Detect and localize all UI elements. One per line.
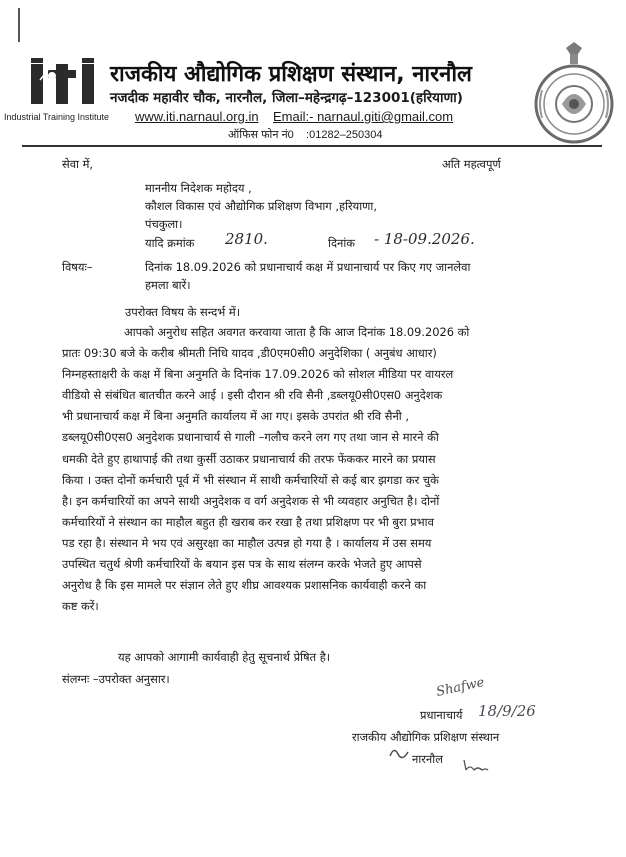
body-line: भी प्रधानाचार्य कक्ष में बिना अनुमति कार्यालय में आ गए। इसके उपरांत श्री रवि सैनी , — [62, 409, 409, 424]
body-line: अनुरोध है कि इस मामले पर संज्ञान लेते हुए शीघ्र आवश्यक प्रशासनिक कार्यवाही करने का — [62, 578, 427, 593]
handwritten-initial-icon — [462, 756, 490, 774]
body-line: पड रहा है। संस्थान मे भय एवं असुरक्षा का माहौल उत्पन्न हो गया है । कार्यालय में उस समय — [62, 535, 432, 550]
enclosure-line: संलग्नः –उपरोक्त अनुसार। — [62, 672, 170, 686]
priority-label: अति महत्वपूर्ण — [442, 157, 501, 171]
initial-mark-icon — [388, 744, 414, 760]
sign-place: नारनौल — [412, 752, 443, 766]
signature-date: 18/9/26 — [478, 702, 536, 720]
body-line: उपस्थित चतुर्थ श्रेणी कर्मचारियों के बयान इस पत्र के साथ संलग्न करके भेजते हुए आपसे — [62, 557, 422, 572]
phone-label: ऑफिस फोन नं0 — [228, 129, 294, 141]
reference-line: उपरोक्त विषय के सन्दर्भ में। — [125, 305, 241, 319]
subject-label: विषयः– — [62, 260, 93, 274]
email-link[interactable]: Email:- narnaul.giti@gmail.com — [273, 109, 454, 124]
contact-line — [135, 109, 453, 124]
body-line: कर्मचारियों ने संस्थान का माहौल बहुत ही खराब कर रखा है तथा प्रशिक्षण पर भी बुरा प्रभाव — [62, 514, 434, 529]
logo-caption: Industrial Training Institute — [4, 112, 110, 122]
body-line: निम्नहस्ताक्षरी के कक्ष में बिना अनुमति के दिनांक 17.09.2026 को सोशल मीडिया पर वायरल — [62, 367, 454, 382]
phone-line — [228, 127, 383, 142]
subject-line-2: हमला बारें। — [145, 278, 191, 292]
institute-address: नजदीक महावीर चौक, नारनौल, जिला–महेन्द्रगढ़–123001(हरियाणा) — [110, 90, 463, 106]
government-seal-icon — [528, 40, 620, 150]
recipient-line-1: माननीय निदेशक महोदय , — [145, 181, 252, 195]
website-link[interactable]: www.iti.narnaul.org.in — [135, 109, 259, 124]
date-label: दिनांक — [328, 236, 356, 250]
body-line: वीडियो से संबंधित बातचीत करने आई । इसी दौरान श्री रवि सैनी ,डब्लयू0सी0एस0 अनुदेशक — [62, 388, 443, 403]
body-line: आपको अनुरोध सहित अवगत करवाया जाता है कि आज दिनांक 18.09.2026 को — [124, 325, 470, 339]
margin-mark — [18, 8, 20, 42]
sign-institute: राजकीय औद्योगिक प्रशिक्षण संस्थान — [352, 730, 500, 744]
institute-title: राजकीय औद्योगिक प्रशिक्षण संस्थान, नारनौल — [110, 62, 472, 87]
signature-scribble: Shafwe — [434, 675, 486, 700]
phone-number: :01282–250304 — [306, 129, 383, 141]
iti-logo-icon — [28, 58, 110, 108]
body-line: किया । उक्त दोनों कर्मचारी पूर्व में भी संस्थान में साथी कर्मचारियों से कई बार झगडा कर चुके — [62, 472, 439, 487]
reference-number: 2810. — [225, 230, 268, 248]
sign-designation: प्रधानाचार्य — [420, 708, 463, 722]
recipient-line-3: पंचकुला। — [145, 217, 183, 231]
subject-line-1: दिनांक 18.09.2026 को प्रधानाचार्य कक्ष में प्रधानाचार्य पर किए गए जानलेवा — [145, 260, 471, 274]
letter-body — [62, 322, 568, 617]
body-line: धमकी देते हुए हाथापाई की तथा कुर्सी उठाकर प्रधानाचार्य की तरफ फेंककर मारने का प्रयास — [62, 451, 436, 466]
service-to: सेवा में, — [62, 157, 94, 171]
header-divider — [22, 145, 602, 147]
body-line: है। इन कर्मचारियों का अपने साथी अनुदेशक व वर्ग अनुदेशक से भी व्यवहार अनुचित है। दोनों — [62, 493, 440, 508]
date-value: - 18-09.2026. — [374, 230, 475, 248]
recipient-line-2: कौशल विकास एवं औद्योगिक प्रशिक्षण विभाग ,हरियाणा, — [145, 199, 377, 213]
reference-label: यादि क्रमांक — [145, 236, 195, 250]
body-line: प्रातः 09:30 बजे के करीब श्रीमती निधि यादव ,डी0एम0सी0 अनुदेशिका ( अनुबंध आधार) — [62, 346, 437, 361]
closing-line: यह आपको आगामी कार्यवाही हेतु सूचनार्थ प्रेषित है। — [118, 650, 331, 664]
body-line: डब्लयू0सी0एस0 अनुदेशक प्रधानाचार्य से गाली –गलौच करने लग गए तथा जान से मारने की — [62, 430, 439, 445]
body-line: कष्ट करें। — [62, 599, 99, 614]
